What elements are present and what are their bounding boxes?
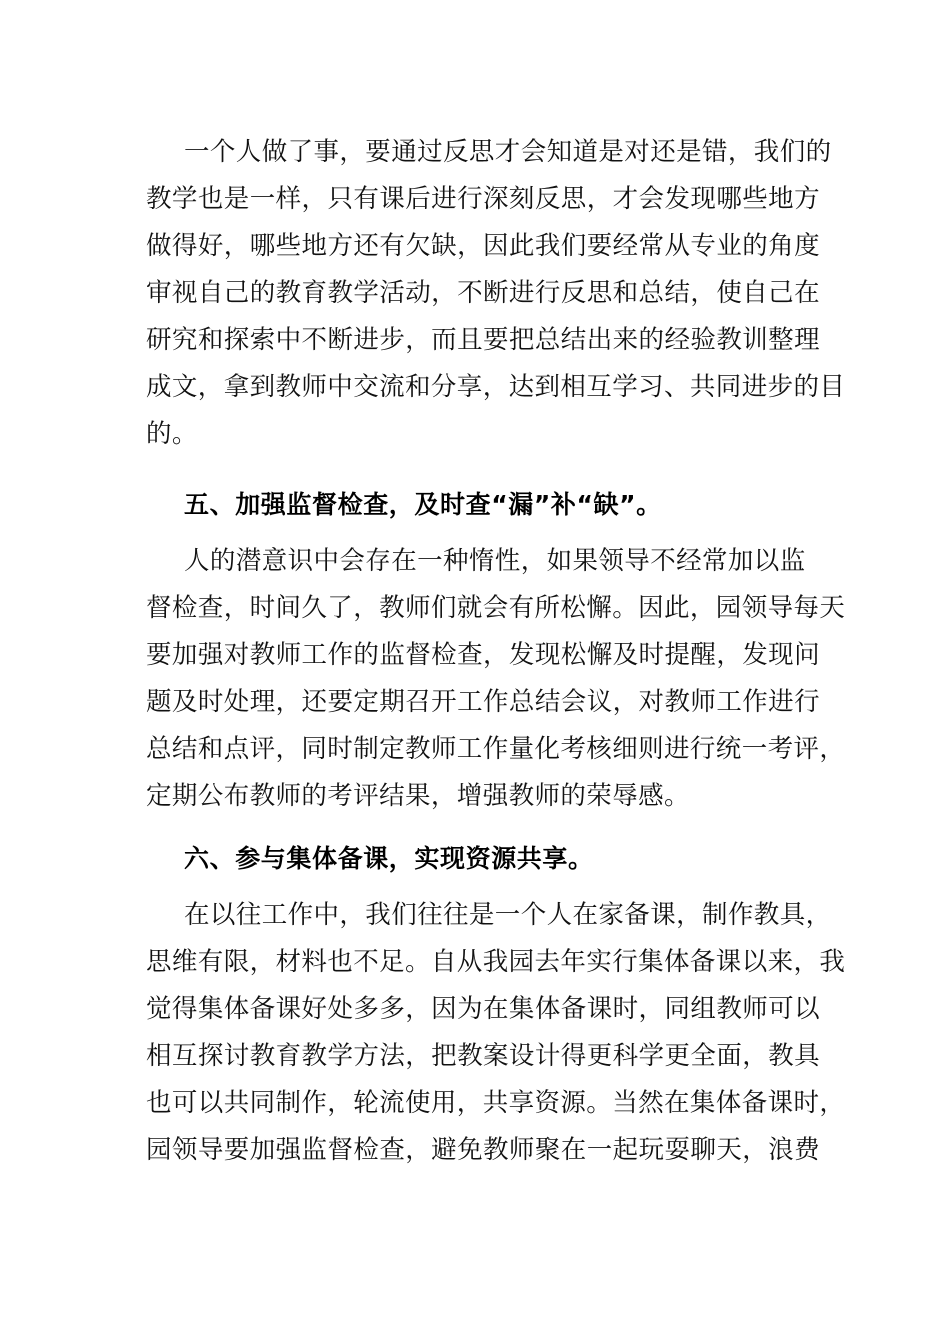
paragraph-2-line-3: 要加强对教师工作的监督检查，发现松懈及时提醒，发现问 xyxy=(146,640,820,670)
paragraph-1-line-2: 教学也是一样，只有课后进行深刻反思，才会发现哪些地方 xyxy=(146,184,820,214)
paragraph-3-line-3: 觉得集体备课好处多多，因为在集体备课时，同组教师可以 xyxy=(146,994,820,1024)
paragraph-1-line-5: 研究和探索中不断进步，而且要把总结出来的经验教训整理 xyxy=(146,325,820,355)
paragraph-1-line-3: 做得好，哪些地方还有欠缺，因此我们要经常从专业的角度 xyxy=(146,231,820,261)
paragraph-3-line-6: 园领导要加强监督检查，避免教师聚在一起玩耍聊天，浪费 xyxy=(146,1135,820,1165)
paragraph-2-line-6: 定期公布教师的考评结果，增强教师的荣辱感。 xyxy=(146,781,690,811)
paragraph-2-line-5: 总结和点评，同时制定教师工作量化考核细则进行统一考评， xyxy=(146,734,846,764)
paragraph-1-line-6: 成文，拿到教师中交流和分享，达到相互学习、共同进步的目 xyxy=(146,372,846,402)
paragraph-3-line-1: 在以往工作中，我们往往是一个人在家备课，制作教具， xyxy=(184,900,832,930)
paragraph-1-line-4: 审视自己的教育教学活动，不断进行反思和总结，使自己在 xyxy=(146,278,820,308)
paragraph-2-line-2: 督检查，时间久了，教师们就会有所松懈。因此，园领导每天 xyxy=(146,593,846,623)
paragraph-1-line-7: 的。 xyxy=(146,419,198,449)
paragraph-1-line-1: 一个人做了事，要通过反思才会知道是对还是错，我们的 xyxy=(184,137,832,167)
section-heading-6: 六、参与集体备课，实现资源共享。 xyxy=(184,844,594,873)
paragraph-3-line-4: 相互探讨教育教学方法，把教案设计得更科学更全面，教具 xyxy=(146,1041,820,1071)
paragraph-3-line-5: 也可以共同制作，轮流使用，共享资源。当然在集体备课时， xyxy=(146,1088,846,1118)
paragraph-2-line-4: 题及时处理，还要定期召开工作总结会议，对教师工作进行 xyxy=(146,687,820,717)
paragraph-3-line-2: 思维有限，材料也不足。自从我园去年实行集体备课以来，我 xyxy=(146,947,846,977)
paragraph-2-line-1: 人的潜意识中会存在一种惰性，如果领导不经常加以监 xyxy=(184,546,806,576)
section-heading-5: 五、加强监督检查，及时查“漏”补“缺”。 xyxy=(184,490,662,519)
